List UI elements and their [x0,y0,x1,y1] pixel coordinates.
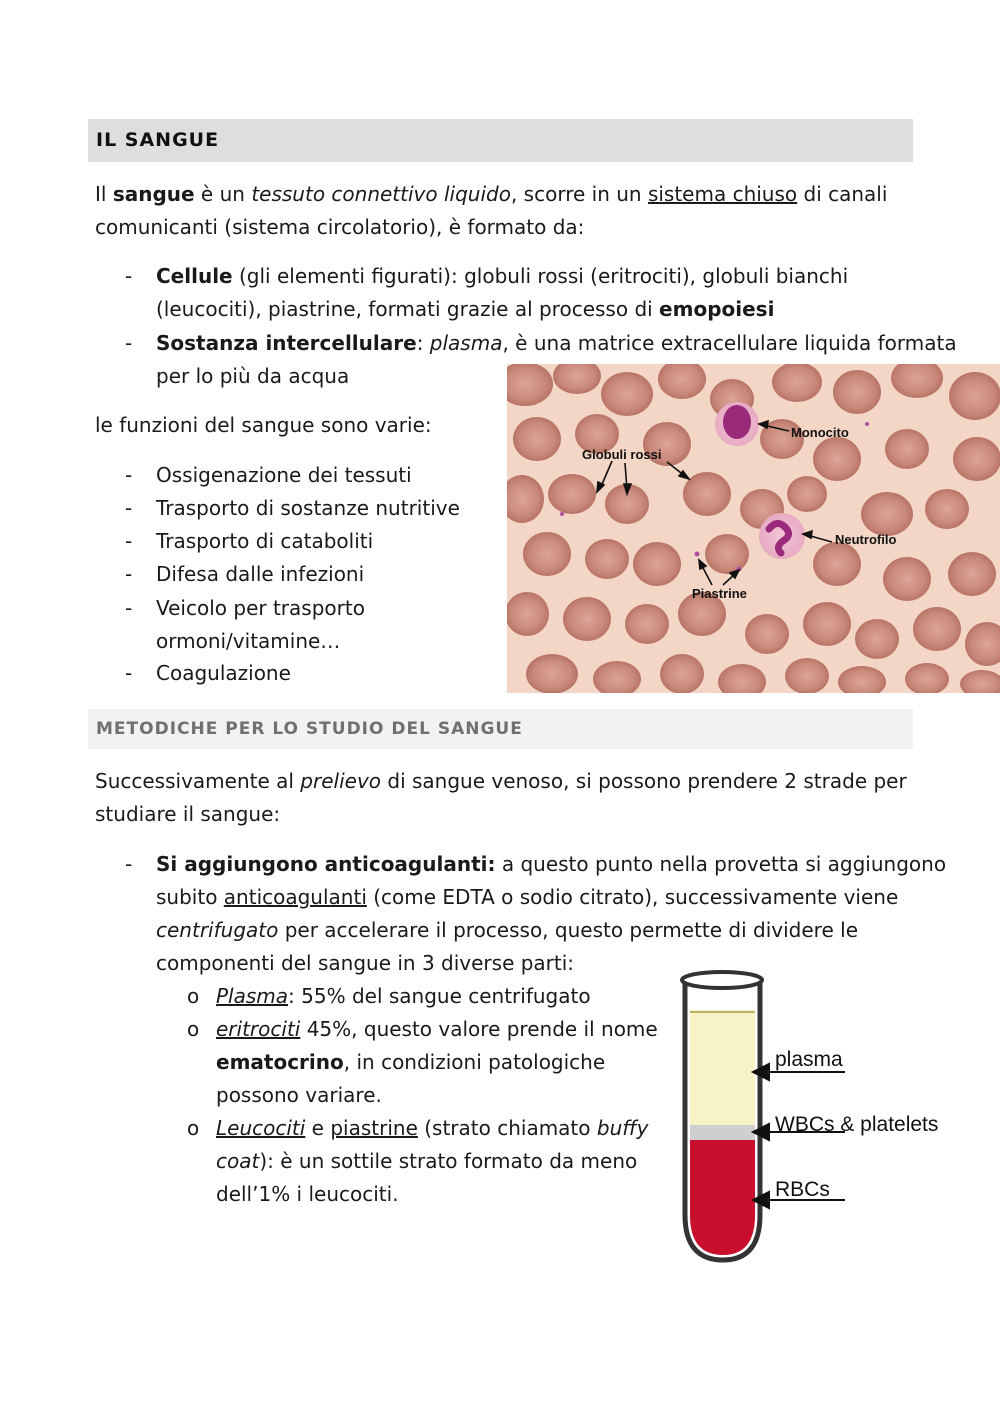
term-anticoagulanti-heading: Si aggiungono anticoagulanti: [156,852,496,876]
anticoag-text: per accelerare il processo, questo permette di dividere le [278,918,858,942]
anticoag-line-4: componenti del sangue in 3 diverse parti: [156,951,575,975]
anticoag-text: a questo punto nella provetta si aggiungono [495,852,947,876]
blood-smear-micrograph [507,364,1000,693]
tube-label-wbcs: WBCs & platelets [775,1113,939,1136]
term-sistema-chiuso: sistema chiuso [647,182,798,206]
monocyte-cell [715,402,759,446]
dash-bullet: - [125,529,133,553]
dash-bullet: - [125,562,133,586]
metodi-text: di sangue venoso, si possono prendere 2 strade per [381,769,907,793]
term-tessuto-connettivo: tessuto connettivo liquido [251,182,511,206]
intro-text: , scorre in un [510,182,648,206]
sub-plasma [216,980,591,1013]
funzione-item: Trasporto di sostanze nutritive [156,496,460,520]
sub-text: (strato chiamato [417,1116,597,1140]
test-tube [682,972,762,1260]
sub-leucociti-line-2 [216,1145,637,1178]
dash-bullet: - [125,661,133,685]
metodi-intro-line-2: studiare il sangue: [95,802,281,826]
funzioni-intro: le funzioni del sangue sono varie: [95,413,432,437]
bullet-cellule-line-2 [156,293,774,326]
dash-bullet: - [125,463,133,487]
dash-bullet: - [125,596,133,620]
funzione-item: Veicolo per trasporto [156,596,365,620]
term-piastrine: piastrine [330,1116,418,1140]
intro-line-2: comunicanti (sistema circolatorio), è formato da: [95,215,585,239]
section-heading-metodiche: METODICHE PER LO STUDIO DEL SANGUE [88,709,913,749]
label-piastrine: Piastrine [692,586,747,601]
sub-text: , in condizioni patologiche [343,1050,606,1074]
sub-text: 45%, questo valore prende il nome [300,1017,658,1041]
intro-text: è un [194,182,252,206]
dash-bullet: - [125,496,133,520]
funzione-item: Coagulazione [156,661,291,685]
term-leucociti: Leucociti [216,1116,306,1140]
intro-text: di canali [797,182,888,206]
centrifuged-tube-diagram [665,960,965,1270]
intro-line-1 [95,178,887,211]
dash-bullet: - [125,264,133,288]
circle-bullet: o [187,984,200,1008]
term-eritrociti: eritrociti [216,1017,301,1041]
anticoag-text: (come EDTA o sodio citrato), successivamente viene [366,885,899,909]
term-centrifugato: centrifugato [156,918,279,942]
bullet-text: : [416,331,430,355]
term-plasma: plasma [429,331,503,355]
term-ematocrino: ematocrino [216,1050,344,1074]
tube-label-rbcs: RBCs [775,1178,830,1201]
circle-bullet: o [187,1116,200,1140]
bullet-text: , è una matrice extracellulare liquida formata [502,331,957,355]
sub-text: e [305,1116,331,1140]
section-heading-il-sangue: IL SANGUE [88,119,913,162]
term-coat: coat [216,1149,260,1173]
bullet-sostanza-line-1 [156,327,957,360]
term-anticoagulanti: anticoagulanti [223,885,367,909]
anticoag-text: subito [156,885,224,909]
bullet-sostanza-line-2: per lo più da acqua [156,364,350,388]
term-sangue: sangue [112,182,195,206]
term-prelievo: prelievo [300,769,382,793]
anticoag-line-2 [156,881,898,914]
bullet-text: (gli elementi figurati): globuli rossi (eritrociti), globuli bianchi [232,264,849,288]
neutrophil-cell [759,513,805,559]
dash-bullet: - [125,852,133,876]
funzione-item: Ossigenazione dei tessuti [156,463,412,487]
metodi-text: Successivamente al [95,769,301,793]
sub-leucociti-line-1 [216,1112,649,1145]
sub-text: : 55% del sangue centrifugato [288,984,591,1008]
label-globuli-rossi: Globuli rossi [582,447,662,462]
sub-eritrociti-line-3: possono variare. [216,1083,382,1107]
circle-bullet: o [187,1017,200,1041]
anticoag-line-3 [156,914,858,947]
funzione-item-continuation: ormoni/vitamine… [156,629,341,653]
term-sostanza-intercellulare: Sostanza intercellulare [156,331,417,355]
sub-eritrociti-line-1 [216,1013,658,1046]
sub-text: ): è un sottile strato formato da meno [259,1149,638,1173]
funzione-item: Trasporto di cataboliti [156,529,374,553]
term-plasma-sub: Plasma [216,984,289,1008]
label-monocito: Monocito [791,425,849,440]
tube-label-plasma: plasma [775,1048,843,1071]
term-buffy: buffy [596,1116,649,1140]
anticoag-line-1 [156,848,946,881]
dash-bullet: - [125,331,133,355]
bullet-cellule-line-1 [156,260,848,293]
funzione-item: Difesa dalle infezioni [156,562,365,586]
intro-text: Il [95,182,113,206]
label-neutrofilo: Neutrofilo [835,532,897,547]
term-cellule: Cellule [156,264,233,288]
sub-leucociti-line-3: dell’1% i leucociti. [216,1182,399,1206]
metodi-intro-line-1 [95,765,907,798]
sub-eritrociti-line-2 [216,1046,605,1079]
term-emopoiesi: emopoiesi [659,297,775,321]
bullet-text: (leucociti), piastrine, formati grazie al processo di [156,297,660,321]
